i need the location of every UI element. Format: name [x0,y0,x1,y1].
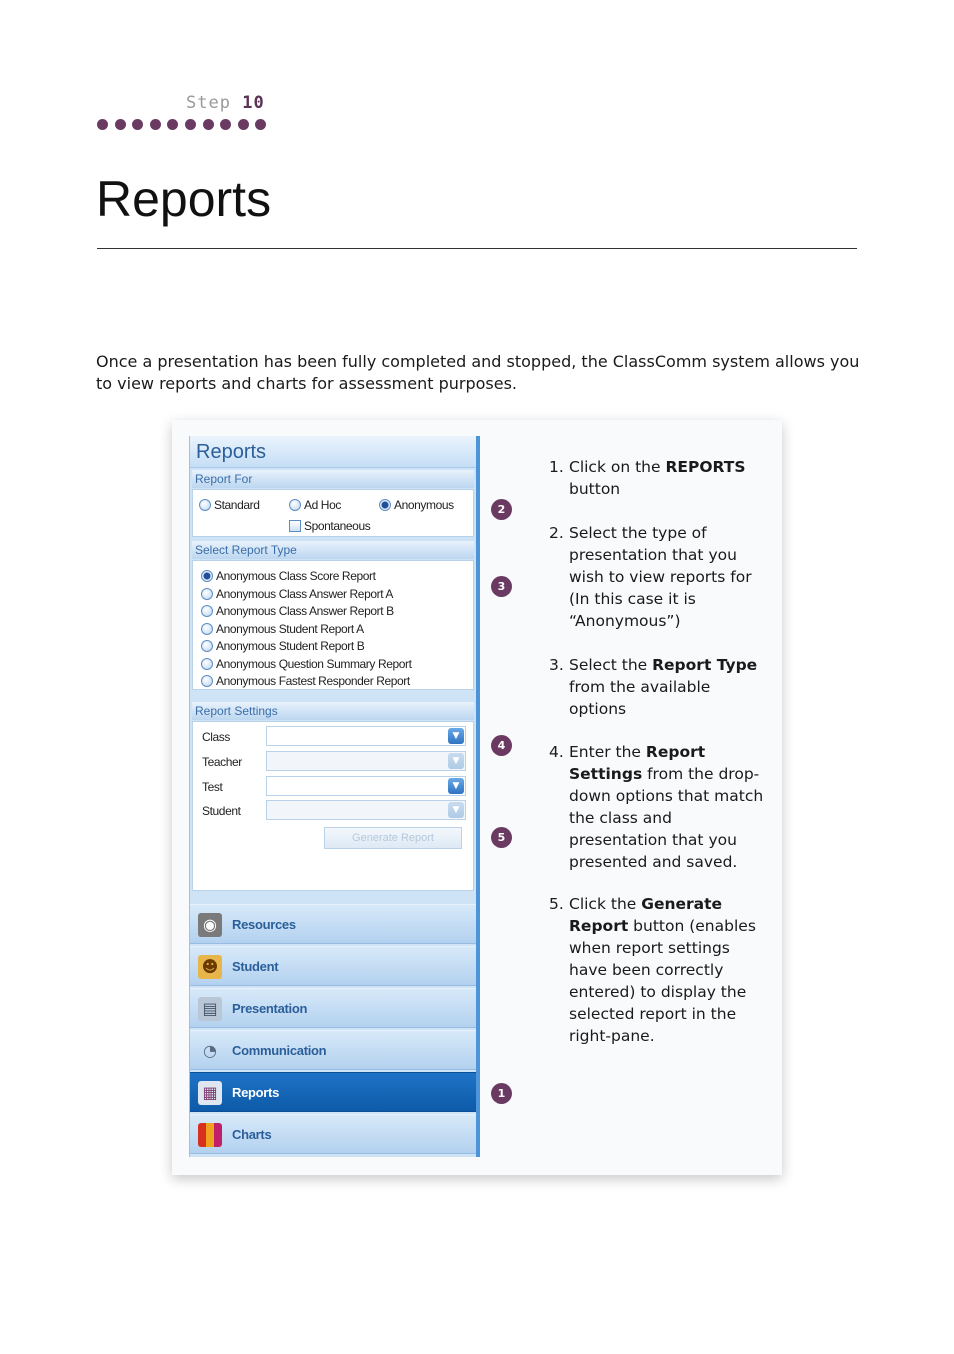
step-number: 2. [549,524,564,542]
report-settings-box [192,721,474,891]
checkbox-icon [289,520,301,532]
nav-reports[interactable] [190,1072,476,1112]
step-text: Select the [569,656,653,674]
callout-badge: 5 [491,827,512,848]
report-type-option[interactable] [201,657,412,671]
step-text: button (enables when report settings have been correctly entered) to display the selected report in the right-pane. [569,917,756,1045]
intro-paragraph: Once a presentation has been fully completed and stopped, the ClassComm system allows you to view reports and charts for assessment purposes. [96,352,860,393]
report-type-option[interactable] [201,569,376,583]
radio-icon [201,588,213,600]
radio-label: Ad Hoc [304,498,341,512]
class-dropdown[interactable] [266,726,466,746]
radio-anonymous[interactable] [379,498,454,512]
reports-panel [189,436,480,1157]
generate-report-button[interactable]: Generate Report [324,827,462,849]
step-number: 5. [549,895,564,913]
step-bold: REPORTS [665,458,746,476]
step-text: button [569,480,621,498]
report-settings-header: Report Settings [192,702,474,720]
teacher-label: Teacher [202,755,242,769]
radio-label: Anonymous Class Answer Report A [216,587,394,601]
step-word: Step [186,93,231,113]
test-label: Test [202,780,223,794]
radio-icon [201,605,213,617]
nav-student[interactable] [190,946,476,986]
step-text: from the available options [569,678,711,718]
step-dot [185,119,196,130]
step-item [549,654,764,720]
report-type-option[interactable] [201,639,364,653]
report-for-box [192,489,474,537]
radio-icon [201,675,213,687]
radio-icon [201,623,213,635]
report-type-option[interactable] [201,604,394,618]
step-number: 3. [549,656,564,674]
step-dot [203,119,214,130]
presentation-icon: ▤ [198,997,222,1021]
radio-selected-icon [201,570,213,582]
callout-badge: 4 [491,735,512,756]
step-text: Select the type of presentation that you wish to view reports for (In this case it is “Anonymous”) [569,524,752,630]
communication-icon: ◔ [203,1041,217,1060]
step-item [549,893,764,1047]
radio-label: Anonymous Student Report B [216,639,365,653]
radio-selected-icon [379,499,391,511]
radio-label: Standard [214,498,260,512]
nav-label: Communication [232,1043,327,1058]
report-type-option[interactable] [201,587,393,601]
step-dot [255,119,266,130]
nav-charts[interactable] [190,1114,476,1154]
nav-label: Resources [232,917,296,932]
step-dot [220,119,231,130]
step-dots [97,119,266,130]
nav-label: Reports [232,1085,280,1100]
test-dropdown[interactable] [266,776,466,796]
step-bold: Generate Report [569,895,723,935]
step-bold: Report Settings [569,743,706,783]
callout-badge: 1 [491,1083,512,1104]
student-label: Student [202,804,241,818]
checkbox-spontaneous[interactable] [289,519,370,533]
step-number: 4. [549,743,564,761]
class-label: Class [202,730,231,744]
radio-label: Anonymous Student Report A [216,622,364,636]
radio-icon [201,658,213,670]
report-for-header: Report For [192,470,474,488]
radio-label: Anonymous [394,498,454,512]
step-text: Click on the [569,458,666,476]
step-bold: Report Type [652,656,758,674]
radio-label: Anonymous Class Answer Report B [216,604,394,618]
step-text: from the drop-down options that match the class and presentation that you presented and saved. [569,765,764,871]
report-type-header: Select Report Type [192,541,474,559]
nav-resources[interactable] [190,904,476,944]
chevron-down-icon[interactable]: ▼ [448,728,464,744]
radio-standard[interactable] [199,498,260,512]
teacher-dropdown[interactable] [266,751,466,771]
step-text: Enter the [569,743,646,761]
radio-icon [199,499,211,511]
step-number: 1. [549,458,564,476]
step-dot [97,119,108,130]
student-icon: ☻ [198,955,222,979]
radio-label: Anonymous Question Summary Report [216,657,412,671]
report-type-option[interactable] [201,674,410,688]
callout-badge: 2 [491,499,512,520]
chevron-down-icon[interactable]: ▼ [448,778,464,794]
nav-label: Charts [232,1127,272,1142]
panel-title: Reports [196,441,267,463]
reports-icon: ▦ [198,1081,222,1105]
nav-label: Student [232,959,279,974]
checkbox-label: Spontaneous [304,519,371,533]
chevron-down-icon[interactable]: ▼ [448,753,464,769]
step-dot [150,119,161,130]
step-number: 10 [242,93,265,113]
radio-ad-hoc[interactable] [289,498,341,512]
chevron-down-icon[interactable]: ▼ [448,802,464,818]
title-divider [97,248,857,249]
radio-label: Anonymous Class Score Report [216,569,376,583]
step-item [549,456,764,500]
report-type-box [192,560,474,690]
step-item [549,741,764,873]
panel-header [190,436,476,468]
radio-label: Anonymous Fastest Responder Report [216,674,410,688]
step-dot [132,119,143,130]
step-item [549,522,764,632]
step-text: Click the [569,895,642,913]
nav-communication[interactable] [190,1030,476,1070]
nav-presentation[interactable] [190,988,476,1028]
page-title: Reports [96,171,272,227]
radio-icon [289,499,301,511]
step-dot [238,119,249,130]
radio-icon [201,640,213,652]
step-indicator [186,93,265,113]
charts-icon [198,1123,222,1147]
step-dot [167,119,178,130]
step-dot [115,119,126,130]
report-type-option[interactable] [201,622,364,636]
nav-label: Presentation [232,1001,308,1016]
callout-badge: 3 [491,576,512,597]
resources-icon: ◉ [198,913,222,937]
student-dropdown[interactable] [266,800,466,820]
